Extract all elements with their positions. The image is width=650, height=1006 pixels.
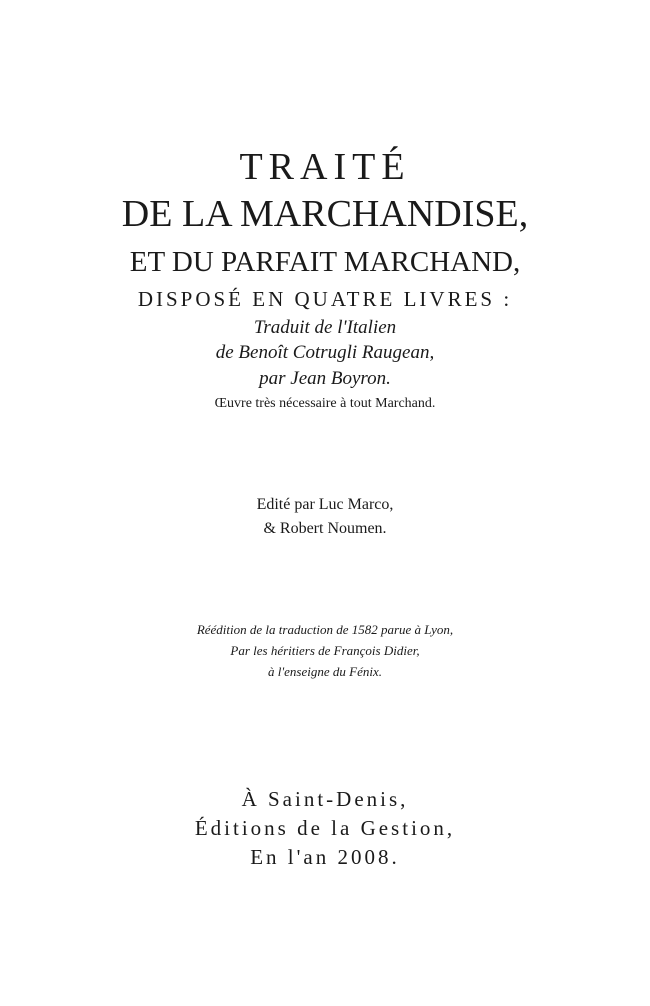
reedition-line-3: à l'enseigne du Fénix. bbox=[268, 664, 382, 679]
reedition-line-1: Réédition de la traduction de 1582 parue à Lyon, bbox=[196, 622, 454, 637]
book-subtitle-line-1: ET DU PARFAIT MARCHAND, bbox=[129, 246, 521, 278]
editors-line-2: & Robert Noumen. bbox=[263, 520, 387, 537]
publisher-name: Éditions de la Gestion, bbox=[194, 816, 456, 840]
work-note: Œuvre très nécessaire à tout Marchand. bbox=[214, 396, 436, 411]
reedition-line-2: Par les héritiers de François Didier, bbox=[230, 643, 420, 658]
translation-line-2: de Benoît Cotrugli Raugean, bbox=[215, 342, 435, 363]
publication-year: En l'an 2008. bbox=[250, 845, 400, 869]
translation-line-1: Traduit de l'Italien bbox=[253, 317, 397, 338]
book-title-line-1: TRAITÉ bbox=[239, 146, 411, 188]
book-title-line-2: DE LA MARCHANDISE, bbox=[121, 193, 529, 235]
editors-line-1: Edité par Luc Marco, bbox=[256, 496, 394, 513]
publisher-place: À Saint-Denis, bbox=[241, 787, 409, 811]
translation-line-3: par Jean Boyron. bbox=[259, 368, 391, 389]
book-subtitle-line-2: DISPOSÉ EN QUATRE LIVRES : bbox=[137, 287, 513, 311]
